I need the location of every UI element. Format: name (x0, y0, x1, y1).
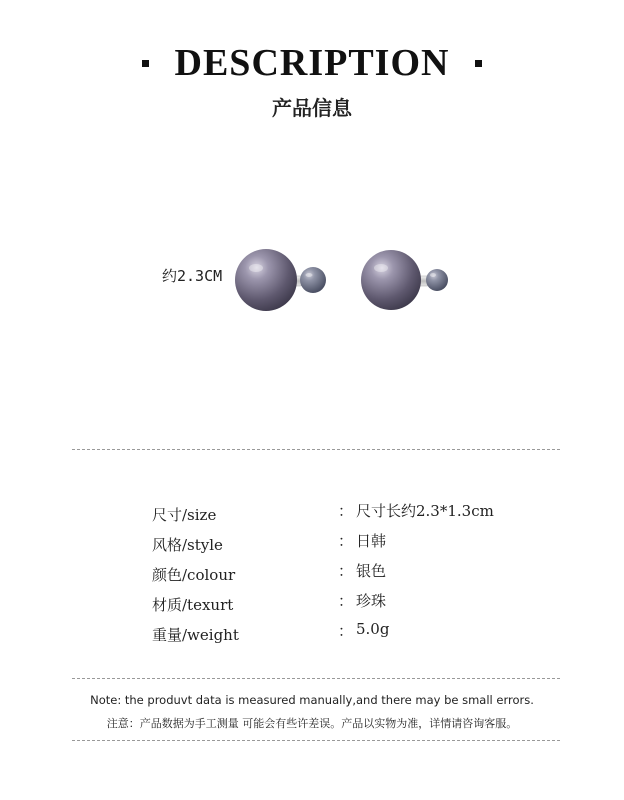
divider-note-bottom (72, 740, 560, 741)
spec-value: 5.0g (356, 620, 390, 638)
note-english: Note: the produvt data is measured manually,and there may be small errors. (90, 693, 534, 707)
spec-separator: ： (338, 502, 354, 520)
divider-note-top (72, 678, 560, 679)
spec-label: 尺寸/size (152, 506, 217, 524)
spec-row-size (152, 504, 552, 526)
spec-label: 材质/texurt (152, 596, 234, 614)
spec-value: 银色 (356, 562, 387, 580)
spec-row-style (152, 534, 552, 556)
page-title: DESCRIPTION (174, 42, 450, 84)
divider-top (72, 449, 560, 450)
spec-separator: ： (338, 622, 354, 640)
spec-separator: ： (338, 592, 354, 610)
bullet-left-icon (142, 60, 149, 67)
spec-label: 风格/style (152, 536, 223, 554)
spec-separator: ： (338, 532, 354, 550)
page-subtitle: 产品信息 (272, 96, 352, 120)
spec-value: 珍珠 (356, 592, 387, 610)
spec-separator: ： (338, 562, 354, 580)
size-label: 约2.3CM (162, 267, 223, 285)
spec-value: 日韩 (356, 532, 387, 550)
spec-value: 尺寸长约2.3*1.3cm (356, 502, 494, 520)
spec-label: 颜色/colour (152, 566, 236, 584)
note-chinese: 注意：产品数据为手工测量 可能会有些许差误。产品以实物为准，详情请咨询客服。 (106, 717, 518, 730)
spec-row-colour (152, 564, 552, 586)
spec-label: 重量/weight (152, 626, 239, 644)
spec-row-weight (152, 620, 552, 646)
product-image (228, 240, 448, 350)
spec-row-material (152, 594, 552, 616)
description-heading (0, 38, 624, 88)
earring-right (361, 250, 448, 310)
earring-left (235, 249, 326, 311)
bullet-right-icon (475, 60, 482, 67)
